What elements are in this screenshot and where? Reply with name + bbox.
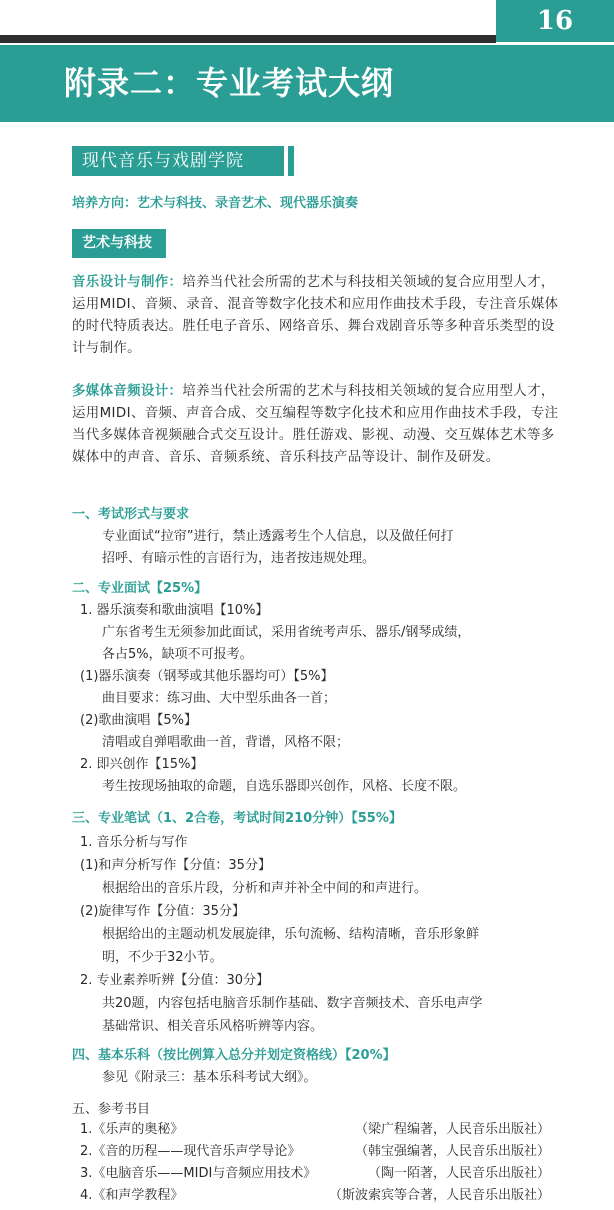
list-item: 2. 即兴创作【15%】: [80, 757, 204, 772]
paragraph-lead: 多媒体音频设计：: [72, 384, 183, 399]
text-line: 各占5%，缺项不可报考。: [102, 647, 253, 662]
text-line: 根据给出的音乐片段，分析和声并补全中间的和声进行。: [102, 881, 428, 896]
subject-title: 艺术与科技: [72, 229, 166, 258]
text-line: 专业面试“拉帘”进行，禁止透露考生个人信息，以及做任何打: [102, 529, 454, 544]
reference-publisher: （陶一陌著，人民音乐出版社）: [367, 1166, 550, 1181]
list-item: 2. 专业素养听辨【分值：30分】: [80, 973, 270, 988]
text-line: 招呼、有暗示性的言语行为，违者按违规处理。: [102, 551, 376, 566]
list-item: 1. 音乐分析与写作: [80, 835, 188, 850]
text-line: 明，不少于32小节。: [102, 950, 223, 965]
section-3-heading: 三、专业笔试（1、2合卷，考试时间210分钟）【55%】: [72, 811, 402, 826]
reference-title: 1.《乐声的奥秘》: [80, 1122, 184, 1137]
reference-title: 4.《和声学教程》: [80, 1188, 184, 1203]
text-line: 基础常识、相关音乐风格听辨等内容。: [102, 1019, 324, 1034]
reference-title: 2.《音的历程——现代音乐声学导论》: [80, 1144, 301, 1159]
paragraph-body: 培养当代社会所需的艺术与科技相关领域的复合应用型人才，运用MIDI、音频、录音、混音等数字化技术和应用作曲技术手段，专注音乐媒体的时代特质表达。胜任电子音乐、网络音乐、舞台戏剧音乐等多种音乐类型的设计与制作。: [72, 275, 559, 356]
sub-item: (1)器乐演奏（钢琴或其他乐器均可）【5%】: [80, 669, 334, 684]
reference-title: 3.《电脑音乐——MIDI与音频应用技术》: [80, 1166, 317, 1181]
paragraph-lead: 音乐设计与制作：: [72, 275, 183, 290]
text-line: 广东省考生无须参加此面试，采用省统考声乐、器乐/钢琴成绩，: [102, 625, 471, 640]
sub-item: (2)歌曲演唱【5%】: [80, 713, 198, 728]
sub-item: (1)和声分析写作【分值：35分】: [80, 858, 271, 873]
paragraph-multimedia-audio: [72, 381, 564, 469]
reference-publisher: （梁广程编著，人民音乐出版社）: [354, 1122, 550, 1137]
header-rule: [0, 35, 496, 43]
college-title: 现代音乐与戏剧学院: [72, 146, 284, 176]
text-line: 参见《附录三：基本乐科考试大纲》。: [102, 1070, 317, 1085]
section-1-heading: 一、考试形式与要求: [72, 507, 190, 522]
text-line: 根据给出的主题动机发展旋律，乐句流畅、结构清晰，音乐形象鲜: [102, 927, 480, 942]
reference-publisher: （韩宝强编著，人民音乐出版社）: [354, 1144, 550, 1159]
list-item: 1. 器乐演奏和歌曲演唱【10%】: [80, 603, 269, 618]
text-line: 考生按现场抽取的命题，自选乐器即兴创作，风格、长度不限。: [102, 779, 467, 794]
section-2-heading: 二、专业面试【25%】: [72, 581, 208, 596]
page-number: 16: [496, 0, 614, 42]
paragraph-music-design: [72, 272, 564, 360]
text-line: 曲目要求：练习曲、大中型乐曲各一首；: [102, 691, 337, 706]
reference-publisher: （斯波索宾等合著，人民音乐出版社）: [328, 1188, 550, 1203]
text-line: 共20题，内容包括电脑音乐制作基础、数字音频技术、音乐电声学: [102, 996, 483, 1011]
text-line: 清唱或自弹唱歌曲一首，背谱，风格不限；: [102, 735, 350, 750]
sub-item: (2)旋律写作【分值：35分】: [80, 904, 245, 919]
section-4-heading: 四、基本乐科（按比例算入总分并划定资格线）【20%】: [72, 1048, 396, 1063]
page-title: 附录二：专业考试大纲: [0, 45, 614, 122]
training-direction: 培养方向：艺术与科技、录音艺术、现代器乐演奏: [72, 196, 359, 211]
college-accent-bar: [288, 146, 294, 176]
paragraph-body: 培养当代社会所需的艺术与科技相关领域的复合应用型人才，运用MIDI、音频、声音合成、交互编程等数字化技术和应用作曲技术手段，专注当代多媒体音视频融合式交互设计。胜任游戏、影视、动漫、交互媒体艺术等多媒体中的声音、音乐、音频系统、音乐科技产品等设计、制作及研发。: [72, 384, 559, 465]
section-5-heading: 五、参考书目: [72, 1102, 151, 1117]
